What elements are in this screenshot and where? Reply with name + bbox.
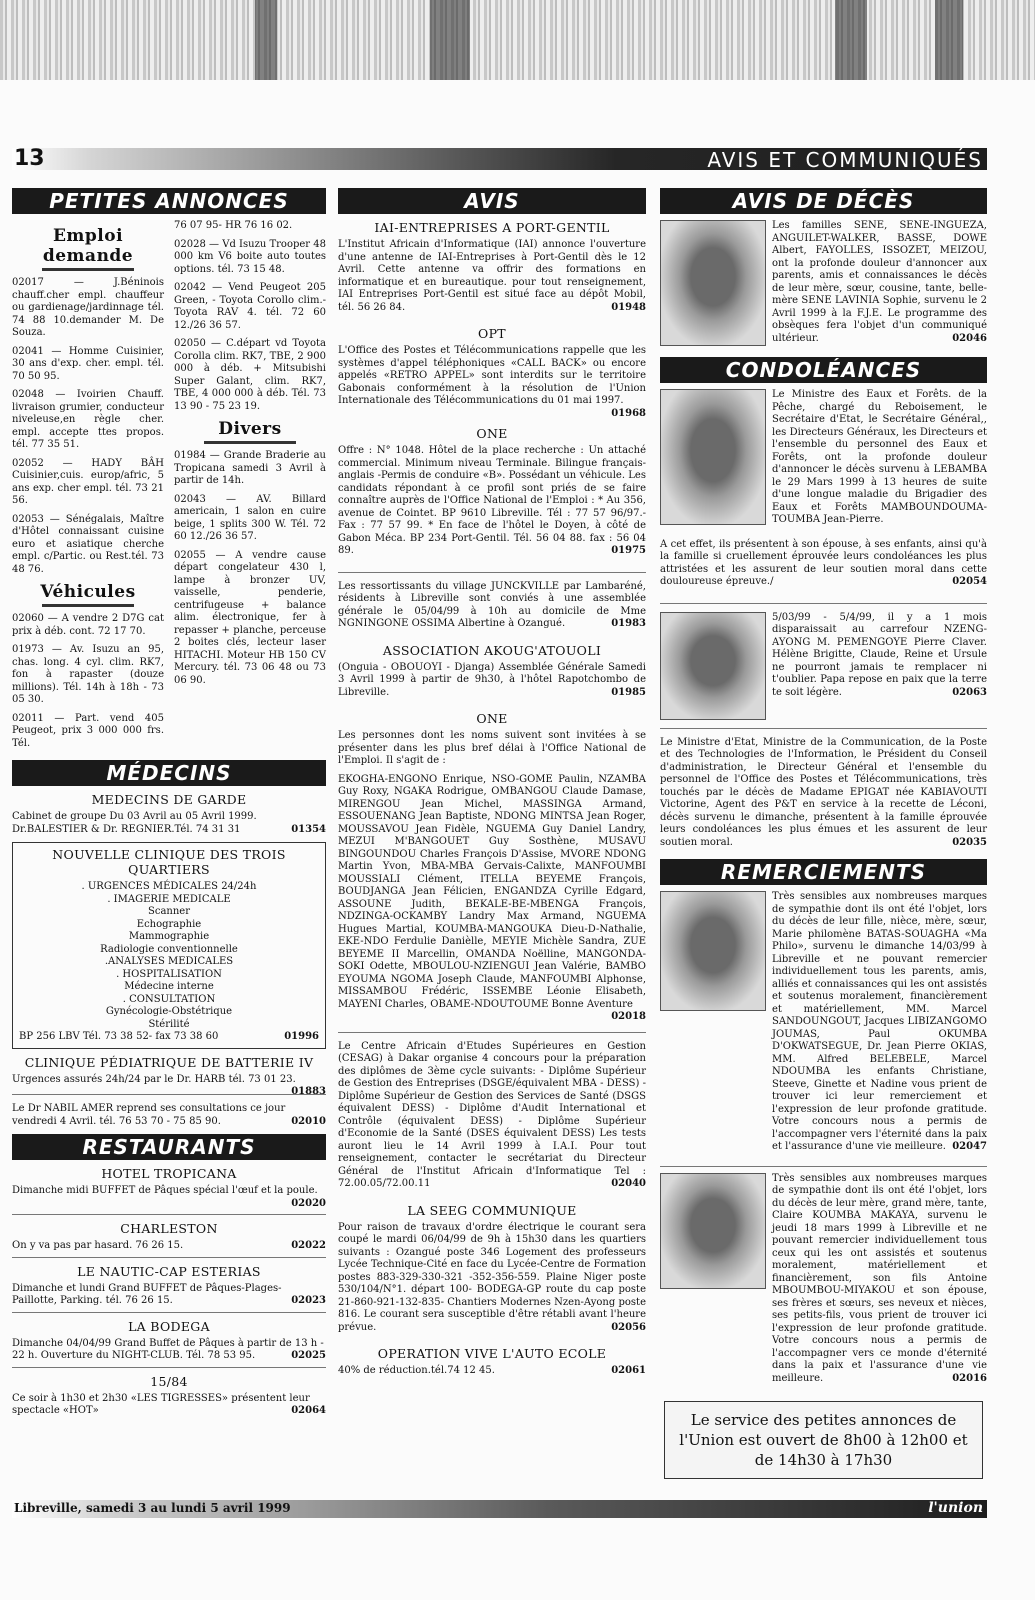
iai-text: L'Institut Africain d'Informatique (IAI) annonce l'ouverture d'une antenne de IAI-Entreprises à Port-Gentil dès le 12 Avril. Cette antenne va offrir des formations en informatique et en bureautique. pour tout renseignement, IAI Entreprises Port-Gentil est situé face au dépôt Mobil, tél. 56 26 84. — [338, 239, 646, 313]
divider — [12, 1312, 326, 1313]
classifieds-grid — [12, 220, 326, 756]
garde-text — [12, 811, 326, 836]
junckville-line — [338, 581, 646, 631]
clinique-line: Mammographie — [128, 931, 210, 942]
divider — [338, 572, 646, 573]
heading-auto-ecole: OPERATION VIVE L'AUTO ECOLE — [377, 1346, 607, 1361]
ref-number: 02010 — [291, 1115, 326, 1127]
scan-shadow — [255, 0, 277, 80]
page-footer — [12, 1500, 987, 1518]
banner-restaurants: RESTAURANTS — [12, 1134, 326, 1160]
restaurant-item — [12, 1319, 326, 1363]
footer-date: Libreville, samedi 3 au lundi 5 avril 1999 — [14, 1501, 291, 1515]
heading-clinique: NOUVELLE CLINIQUE DES TROIS QUARTIERS — [52, 847, 286, 877]
ad-item: 02055 — A vendre cause départ congelateur 430 l, lampe à bronzer UV, vaisselle, penderie, centrifugeuse + balance alim. électronique, fer à repasser + planche, perceuse 2 boites clés, lecteur laser HITACHI. Moteur HB 150 CV Mercury. tél. 73 06 48 ou 73 06 90. — [174, 549, 326, 686]
ref-number: 01354 — [291, 823, 326, 835]
heading-one: ONE — [476, 426, 508, 441]
thanks-line — [772, 891, 987, 1154]
column-deces — [660, 188, 987, 1479]
heading-divers: Divers — [218, 419, 282, 439]
condolence-text-2: A cet effet, ils présentent à son épouse, à ses enfants, ainsi qu'à la famille si cruellement éprouvée leurs condoléances les plus attristées et les assurent de leur soutien moral dans cette douloureuse épreuve./ — [660, 538, 987, 587]
akoug-line — [338, 662, 646, 700]
ref-number: 02064 — [291, 1405, 326, 1416]
scan-shadow — [835, 0, 867, 80]
banner-avis: AVIS — [338, 188, 646, 214]
ref-number: 01983 — [611, 618, 646, 629]
ref-number: 02061 — [611, 1365, 646, 1376]
heading-emploi: Emploi demande — [42, 226, 134, 266]
divider — [42, 268, 133, 271]
restaurant-line — [12, 1338, 326, 1363]
divider — [12, 1367, 326, 1368]
ad-item: 02028 — Vd Isuzu Trooper 48 000 km V6 boite auto toutes options. tél. 73 15 48. — [174, 238, 326, 275]
ad-item: 76 07 95- HR 76 16 02. — [174, 220, 293, 231]
restaurant-name: HOTEL TROPICANA — [101, 1166, 237, 1181]
heading-opt: OPT — [478, 326, 506, 341]
ref-number: 02016 — [952, 1372, 987, 1384]
ad-item: 01984 — Grande Braderie au Tropicana samedi 3 Avril à partir de 14h. — [174, 450, 326, 486]
ad-item: 02050 — C.départ vd Toyota Corolla clim. RK7, TBE, 2 900 000 à déb. + Mitsubishi Super Galant, clim. RK7, TBE, 4 000 000 à déb. Tél. 73 13 90 - 75 23 19. — [174, 338, 326, 412]
clinique-line: Echographie — [136, 918, 202, 930]
clinique-line: . IMAGERIE MEDICALE — [107, 893, 231, 905]
divider — [660, 603, 987, 604]
restaurant-text: Dimanche 04/04/99 Grand Buffet de Pâques à partir de 13 h - 22 h. Ouverture du NIGHT-CLUB. Tél. 78 53 95. — [12, 1337, 324, 1361]
ref-number: 02047 — [952, 1141, 987, 1152]
clinique-line: Gynécologie-Obstétrique — [105, 1006, 233, 1017]
ref-number: 01975 — [611, 545, 646, 556]
iai-line — [338, 239, 646, 314]
ad-item: 02043 — AV. Billard americain, 1 salon en cuire beige, 1 splits 300 W. Tél. 72 60 12./26 36 57. — [174, 493, 326, 542]
thanks-line — [772, 1173, 987, 1386]
restaurant-name: LE NAUTIC-CAP ESTERIAS — [77, 1263, 261, 1279]
restaurant-item — [12, 1166, 326, 1210]
divider — [12, 1094, 326, 1095]
banner-remerciements: REMERCIEMENTS — [660, 859, 987, 885]
banner-avis-deces: AVIS DE DÉCÈS — [660, 188, 987, 214]
divider — [12, 1257, 326, 1258]
heading-iai: IAI-ENTREPRISES A PORT-GENTIL — [374, 220, 610, 235]
memorial — [660, 612, 987, 720]
restaurant-item — [12, 1221, 326, 1253]
obituary — [660, 220, 987, 351]
ref-number: 02054 — [952, 576, 987, 587]
opt-text: L'Office des Postes et Télécommunications rappelle que les systèmes d'appel téléphoniques «CALL BACK» ou encore appelés «RETRO APPEL» sont interdits sur le territoire Gabonais conformément à la résolution de l'Union Internationale des Télécommunications du 01 mai 1997. — [338, 345, 646, 406]
banner-condoleances: CONDOLÉANCES — [660, 357, 987, 383]
ref-number: 01985 — [611, 686, 646, 698]
garde-body: Cabinet de groupe Du 03 Avril au 05 Avril 1999. Dr.BALESTIER & Dr. REGNIER.Tél. 74 31 31 — [12, 811, 257, 835]
ref-number: 02040 — [611, 1178, 646, 1189]
thanks — [660, 1173, 987, 1392]
club-text: Ce soir à 1h30 et 2h30 «LES TIGRESSES» présentent leur spectacle «HOT» — [12, 1392, 310, 1416]
column-avis — [338, 188, 646, 1384]
condolence-text: Le Ministre des Eaux et Forêts. de la Pêche, chargé du Reboisement, le Secrétaire d'Etat, le Secrétaire Général,, les Directeurs Généraux, les Directeurs et l'ensemble du personnel des Eaux et Forêts, ont la profonde douleur d'annoncer le décès survenu à LEBAMBA le 29 Mars 1999 à 13 heures de suite d'une longue maladie du Brigadier des Eaux et Forêts MAMBOUNDOUMA-TOUMBA Jean-Pierre. — [772, 389, 987, 525]
ad-item: 02017 — J.Béninois chauff.cher empl. chauffeur ou gardienage/jardinnage tél. 74 88 10.demander M. De Souza. — [12, 277, 164, 338]
heading-garde: MEDECINS DE GARDE — [91, 792, 247, 807]
ministre-text: Le Ministre d'Etat, Ministre de la Communication, de la Poste et des Technologies de l'Information, le Président du Conseil d'administration, le Directeur Général et l'ensemble du personnel de l'Office des Postes et Télécommunications, très touchés par le décès de Madame EPIGAT née KABIAVOUTI Victorine, Agent des P&T en service à la recette de Léconi, décès survenu le dimanche, présentent à la famille éprouvée leurs condoléances les plus émues et les assurent de leur soutien moral. — [660, 736, 987, 848]
divider — [12, 1214, 326, 1215]
ad-item: 02041 — Homme Cuisinier, 30 ans d'exp. cher. empl. tél. 70 50 95. — [12, 345, 164, 382]
memorial-line — [772, 612, 987, 714]
auto-text: 40% de réduction.tél.74 12 45. — [338, 1365, 495, 1376]
clinique-contact-line — [19, 1031, 319, 1044]
heading-seeg: LA SEEG COMMUNIQUE — [407, 1202, 577, 1218]
ref-number: 02020 — [291, 1197, 326, 1209]
junckville-text: Les ressortissants du village JUNCKVILLE par Lambaréné, résidents à Libreville sont conviés à une assemblée générale le 05/04/99 à 10h au domicile de Mme NGNINGONE OSSIMA Albertine à Ozangué. — [338, 580, 646, 629]
heading-akoug: ASSOCIATION AKOUG'ATOUOLI — [382, 642, 602, 658]
portrait-photo — [660, 612, 766, 720]
opt-line — [338, 345, 646, 419]
ref-number: 02022 — [291, 1240, 326, 1251]
one-names: EKOGHA-ENGONO Enrique, NSO-GOME Paulin, NZAMBA Guy Roxy, NGAKA Rodrigue, OMBANGOU Claude Damase, MIRENGOU Jean Michel, MASSINGA Armand, ESSOUENANG Jean Baptiste, NDONG MINTSA Jean Roger, MOUSSAVOU Jean Fidèle, NGUEMA Guy Daniel Landry, MEZUI M'BANGOUET Guy Sosthène, MUSAVU BINGOUNDOU Charles François D'Assise, MVORE NDONG Martin Yvon, MBA-MBA Gervais-Calixte, MANFOUMBI MOUSSIALI Clément, ITELLA BEYEME François, BOUDJANGA Jean Félicien, ENGANDZA Cyrille Edgard, ASSOUNE Judith, BEKALE-BE-MBENGA François, NDZINGA-OCKAMBY Landry Max Armand, NGUEMA Hugues Martial, KOUMBA-MANGOUKA Dieu-D-Nathalie, EKE-NDO Ferdulie Danièlle, MEYIE Michèle Sandra, ZUE BEYEME II Marcellin, OMANDA Noëlline, MANGONDA-SOKI Odette, MBOULOU-NZIENGUI Jean Valérie, BAMBO EYOUMA NGOMA Joseph Claude, MANFOUMBI Alphonse, MISSAMBOU Frédéric, ISSEMBE Léonie Elisabeth, MAYENI Charles, OBAME-NDOUTOUME Bonne Aventure — [338, 773, 646, 1010]
newspaper-brand: l'union — [928, 1500, 983, 1516]
club-line — [12, 1393, 326, 1418]
ad-item: 02011 — Part. vend 405 Peugeot, prix 3 000 000 frs. Tél. — [12, 712, 164, 749]
amer-text: Le Dr NABIL AMER reprend ses consultations ce jour vendredi 4 Avril. tél. 76 53 70 - 75 85 90. — [12, 1103, 286, 1127]
ad-item: 01973 — Av. Isuzu an 95, chas. long. 4 cyl. clim. RK7, fon à rapaster (douze millions). Tél. 14h à 18h - 73 05 30. — [12, 644, 164, 705]
ad-item: 02048 — Ivoirien Chauff. livraison grumier, conducteur niveleuse,en règle cher. empl. accepte ttes propos. tél. 77 35 51. — [12, 389, 164, 450]
amer-line — [12, 1103, 326, 1128]
ref-number: 02056 — [611, 1321, 646, 1333]
divider — [42, 604, 133, 607]
heading-vehicules: Véhicules — [40, 582, 136, 602]
condolence — [660, 389, 987, 533]
portrait-photo — [660, 1173, 766, 1289]
heading-one: ONE — [476, 711, 508, 726]
ref-number: 02023 — [291, 1295, 326, 1306]
restaurant-line — [12, 1283, 326, 1308]
column-petites-annonces — [12, 188, 326, 1418]
one-intro: Les personnes dont les noms suivent sont invitées à se présenter dans les plus bref délai à l'Office National de l'Emploi. Il s'agit de : — [338, 730, 646, 766]
one-offer-line — [338, 445, 646, 558]
clinique-line: Stérilité — [148, 1018, 190, 1030]
classifieds-left — [12, 220, 164, 756]
restaurant-name: LA BODEGA — [128, 1318, 210, 1334]
clinique-line: Médecine interne — [124, 981, 214, 992]
heading-pediatrique: CLINIQUE PÉDIATRIQUE DE BATTERIE IV — [24, 1054, 314, 1070]
memorial-text: 5/03/99 - 5/4/99, il y a 1 mois disparaissait au carrefour NZENG-AYONG M. PEMENGOYE Pierre Claver. Hélène Brigitte, Claude, Reine et Ursule ne pourront jamais te remplacer ni t'oublier. Papa repose en paix que la terre te soit légère. — [772, 611, 987, 698]
restaurant-text: Dimanche et lundi Grand BUFFET de Pâques-Plages-Paillotte, Parking. tél. 76 26 15. — [12, 1282, 282, 1306]
divider — [204, 441, 295, 444]
restaurant-text: Dimanche midi BUFFET de Pâques spécial l'œuf et la poule. — [12, 1185, 318, 1196]
seeg-text: Pour raison de travaux d'ordre électrique le courant sera coupé le mardi 06/04/99 de 9h à 15h30 dans les quartiers suivants : Ozangué poste 346 Logement des professeurs Lycée Technique-Cité en face du Lycée-Centre de Formation postes 883-329-330-321 -352-356-559. Plaine Niger poste 530/104/N°1. départ 100- BODEGA-GP route du cap poste 21-860-921-132-835- Chantiers Modernes Nzen-Ayong poste 816. Le courant sera susceptible d'être rétabli avant l'heure prévue. — [338, 1221, 646, 1333]
clinique-line: . HOSPITALISATION — [116, 968, 222, 980]
club-number: 15/84 — [150, 1373, 188, 1389]
thanks-text: Très sensibles aux nombreuses marques de sympathie dont ils ont été l'objet, lors du décès de leur mère, grand mère, tante, Claire KOUMBA MAKAYA, survenu le jeudi 18 mars 1999 à Libreville et ne pouvant remercier individuellement tous ceux qui les ont assistés et soutenus moralement, matériellement et financièrement, son fils Antoine MBOUMBOU-MIYAKOU et son épouse, ses frères et sœurs, ses neveux et nièces, ses petits-fils, vous prient de trouver ici l'expression de leur profonde gratitude. Votre concours nous a permis de l'accompagner vers ce monde d'éternité dans la paix et l'assurance d'une vie meilleure. — [772, 1172, 987, 1384]
restaurant-text: On y va pas par hasard. 76 26 15. — [12, 1240, 184, 1251]
clinique-line: Scanner — [148, 906, 190, 917]
ref-number: 01883 — [291, 1086, 326, 1097]
divider — [338, 1032, 646, 1033]
scan-artifact-top — [0, 0, 1035, 80]
ref-number: 02035 — [952, 836, 987, 848]
clinique-line: Radiologie conventionnelle — [100, 943, 238, 955]
obituary-line — [772, 220, 987, 345]
pediatrique-text: Urgences assurés 24h/24 par le Dr. HARB tél. 73 01 23. — [12, 1073, 296, 1085]
ref-number: 02025 — [291, 1350, 326, 1361]
cesag-text: Le Centre Africain d'Etudes Supérieures en Gestion (CESAG) à Dakar organise 4 concours pour la préparation des diplômes de 3ème cycle suivants: - Diplôme Supérieur de Gestion des Entreprises (DSGE/équivalent MBA - DESS) - Diplôme Supérieur de Gestion des Services de Santé (DSGS équivalent DESS) - Diplôme d'Audit International et Contrôle (équivalent DESS) - Diplôme Supérieur d'Economie de la Santé (DSES équivalent DESS) Les tests auront lieu le 14 Avril 1999 à I.A.I. Pour tout renseignement, contacter le secrétariat du Directeur Général de l'Institut Africain d'Informatique Tel : 72.00.05/72.00.11 — [338, 1040, 646, 1189]
obituary-text: Les familles SENE, SENE-INGUEZA, ANGUILET-WALKER, BASSE, DOWE Albert, FAYOLLES, ISSOZET, MEIZOU, ont la profonde douleur d'annoncer aux parents, amis et connaissances le décès de leur mère, sœur, cousine, tante, belle-mère SENE LAVINIA Sophie, survenu le 2 Avril 1999 à la F.J.E. Le programme des obsèques fera l'objet d'un communiqué ultérieur. — [772, 220, 987, 344]
pediatrique-line — [12, 1073, 326, 1097]
restaurant-line — [12, 1240, 326, 1253]
thanks-text: Très sensibles aux nombreuses marques de sympathie dont ils ont été l'objet, lors du décès de leur fille, nièce, mère, sœur, Marie philomène BATAS-SOUAGHA «Ma Philo», survenu le dimanche 14/03/99 à Libreville et ne pouvant remercier individuellement tous les parents, amis, alliés et connaissances qui les ont assistés et soutenus moralement, financièrement et matériellement, MM. Marcel SANDOUNGOUT, Jacques LIBIZANGOMO JOUMAS, Paul OKUMBA D'OKWATSEGUE, Dr. Jean Pierre OKIAS, MM. Alfred BELEBELE, Marcel NDOUMBA les enfants Christiane, Steeve, Ginette et Nadine vous prient de trouver ici leur remerciement et l'expression de leur profonde gratitude. Votre concours nous a permis de l'accompagner vers l'éternité dans la paix et l'assurance d'une vie meilleure. — [772, 891, 987, 1152]
portrait-photo — [660, 389, 766, 525]
clinique-line: .ANALYSES MEDICALES — [104, 956, 234, 967]
condolence-line — [660, 539, 987, 589]
one-names-line — [338, 773, 646, 1022]
divider — [660, 1166, 987, 1167]
restaurant-item — [12, 1264, 326, 1308]
ref-number: 02046 — [952, 332, 987, 344]
clinique-line: . URGENCES MÉDICALES 24/24h — [81, 881, 257, 892]
seeg-line — [338, 1222, 646, 1335]
scan-shadow — [935, 0, 963, 80]
ad-item: 02042 — Vend Peugeot 205 Green, - Toyota Corollo clim.- Toyota RAV 4. tél. 72 60 12./26 36 57. — [174, 282, 326, 331]
scan-shadow — [430, 0, 470, 80]
ad-item: 02053 — Sénégalais, Maître d'Hôtel connaissant cuisine euro et asiatique cherche empl. c/Partic. ou Rest.tél. 73 48 76. — [12, 513, 164, 575]
office-hours-notice: Le service des petites annonces de l'Union est ouvert de 8h00 à 12h00 et de 14h30 à 17h30 — [664, 1401, 983, 1479]
ref-number: 01968 — [611, 407, 646, 419]
ad-item: 02052 — HADY BÂH Cuisinier,cuis. europ/afric, 5 ans exp. cher empl. tél. 73 21 56. — [12, 457, 164, 506]
ref-number: 01948 — [611, 301, 646, 313]
ref-number: 01996 — [284, 1031, 319, 1042]
cesag-line — [338, 1041, 646, 1191]
one-offer-text: Offre : N° 1048. Hôtel de la place recherche : Un attaché commercial. Minimum niveau Terminale. Bilingue français-anglais -Permis de conduire «B». Possédant un véhicule. Les candidats répondant à ce profil sont priés de se faire connaître auprès de l'Office National de l'Emploi : * Au 356, avenue de Cointet. BP 9610 Libreville. Tél : 77 57 96/97.- Fax : 77 57 99. * En face de l'hôtel le Doyen, à côté de Gabon Méca. BP 234 Port-Gentil. Tél. 56 04 88. fax : 56 04 89. — [338, 445, 646, 556]
auto-line — [338, 1365, 646, 1378]
clinique-line: . CONSULTATION — [122, 993, 216, 1005]
portrait-photo — [660, 891, 766, 1011]
page-number: 13 — [14, 146, 45, 171]
thanks — [660, 891, 987, 1160]
ref-number: 02018 — [611, 1011, 646, 1022]
clinique-contact: BP 256 LBV Tél. 73 38 52- fax 73 38 60 — [19, 1031, 219, 1042]
divider — [660, 728, 987, 729]
ref-number: 02063 — [952, 686, 987, 698]
restaurant-name: CHARLESTON — [120, 1221, 218, 1236]
classifieds-right — [174, 220, 326, 756]
akoug-text: (Onguia - OBOUOYI - Djanga) Assemblée Générale Samedi 3 Avril 1999 à partir de 9h30, à l'hôtel Rapotchombo de Libreville. — [338, 661, 646, 698]
clinique-box — [12, 842, 326, 1049]
banner-medecins: MÉDECINS — [12, 760, 326, 786]
banner-petites-annonces: PETITES ANNONCES — [12, 188, 326, 214]
ministre-line — [660, 737, 987, 850]
portrait-photo — [660, 220, 766, 346]
section-title: AVIS ET COMMUNIQUÉS — [707, 148, 983, 172]
ad-item: 02060 — A vendre 2 D7G cat prix à déb. cont. 72 17 70. — [12, 613, 164, 637]
